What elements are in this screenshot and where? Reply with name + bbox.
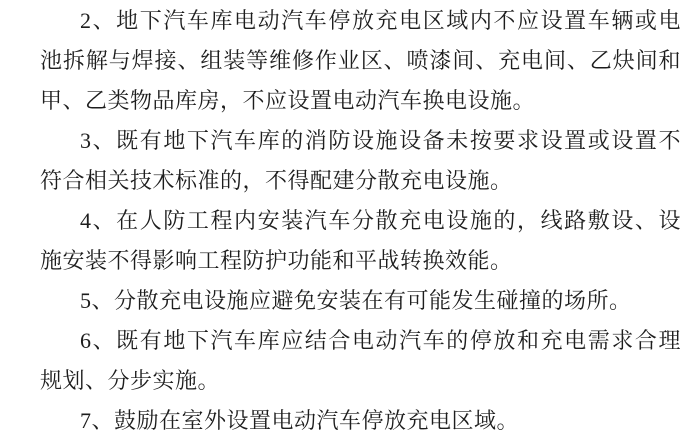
paragraph-item-7: [40, 401, 681, 441]
document-line: 符合相关技术标准的，不得配建分散充电设施。: [40, 168, 513, 193]
document-line: 施安装不得影响工程防护功能和平战转换效能。: [40, 248, 513, 273]
paragraph-item-5: [40, 281, 681, 321]
paragraph-item-4: [40, 201, 681, 281]
paragraph-item-6: [40, 321, 681, 401]
document-line: 规划、分步实施。: [40, 368, 221, 393]
document-line: 5、分散充电设施应避免安装在有可能发生碰撞的场所。: [80, 288, 632, 313]
document-line: 7、鼓励在室外设置电动汽车停放充电区域。: [80, 408, 520, 433]
document-line: 2、地下汽车库电动汽车停放充电区域内不应设置车辆或电: [80, 8, 681, 33]
paragraph-item-2: [40, 1, 681, 121]
document-line: 池拆解与焊接、组装等维修作业区、喷漆间、充电间、乙炔间和: [40, 48, 681, 73]
document-line: 3、既有地下汽车库的消防设施设备未按要求设置或设置不: [80, 128, 681, 153]
document-line: 4、在人防工程内安装汽车分散充电设施的，线路敷设、设: [80, 208, 681, 233]
document-line: 6、既有地下汽车库应结合电动汽车的停放和充电需求合理: [80, 328, 681, 353]
paragraph-item-3: [40, 121, 681, 201]
document-line: 甲、乙类物品库房，不应设置电动汽车换电设施。: [40, 88, 536, 113]
